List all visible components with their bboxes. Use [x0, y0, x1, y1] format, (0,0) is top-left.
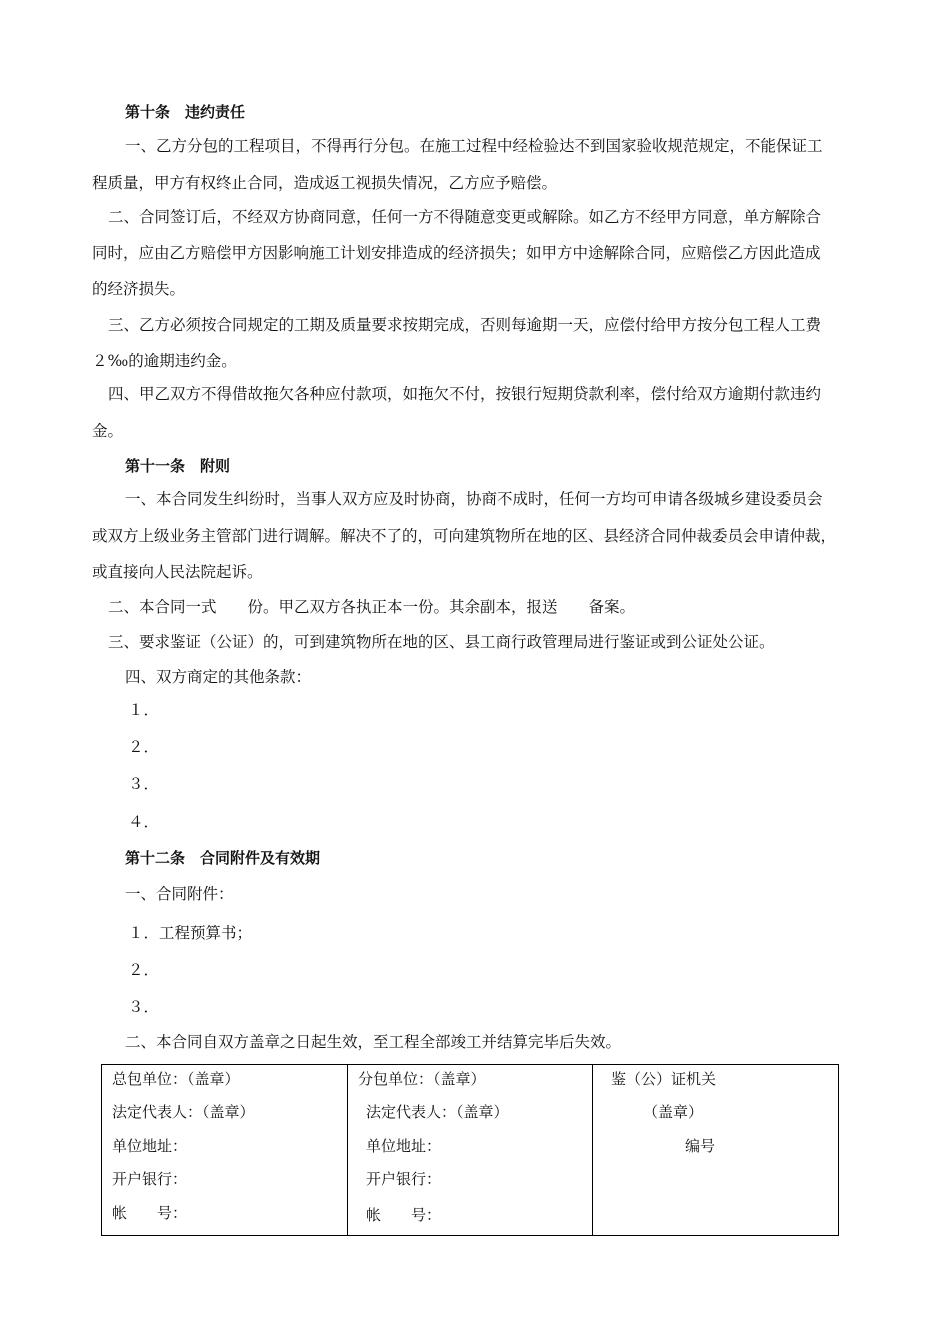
notary-column [592, 1065, 838, 1235]
sub-bank-label: 开户银行： [366, 1170, 442, 1188]
art10-p2-line3: 的经济损失。 [92, 280, 186, 298]
art10-p4-line1: 四、甲乙双方不得借故拖欠各种应付款项，如拖欠不付，按银行短期贷款利率，偿付给双方逾期付款违约 [108, 385, 822, 403]
art11-p1-line3: 或直接向人民法院起诉。 [92, 563, 263, 581]
art10-p1-line2: 程质量，甲方有权终止合同，造成返工视损失情况，乙方应予赔偿。 [92, 174, 558, 192]
subcontractor-column [347, 1065, 592, 1235]
art11-p1-line2: 或双方上级业务主管部门进行调解。解决不了的，可向建筑物所在地的区、县经济合同仲裁委员会申请仲裁， [92, 527, 837, 545]
article-10-title: 第十条 违约责任 [125, 103, 246, 121]
general-bank-label: 开户银行： [112, 1170, 188, 1188]
art11-item-4: ４． [128, 813, 160, 831]
general-legal-rep-label: 法定代表人：（盖章） [112, 1103, 255, 1121]
general-account-label: 帐 号： [112, 1204, 188, 1222]
art12-p1: 一、合同附件： [125, 885, 234, 903]
article-11-title: 第十一条 附则 [125, 457, 231, 475]
art12-item-3: ３． [128, 998, 160, 1016]
art11-p1-line1: 一、本合同发生纠纷时，当事人双方应及时协商，协商不成时，任何一方均可申请各级城乡建设委员会 [125, 490, 823, 508]
art10-p3-line1: 三、乙方必须按合同规定的工期及质量要求按期完成，否则每逾期一天，应偿付给甲方按分包工程人工费 [108, 316, 822, 334]
notary-seal-label: （盖章） [643, 1103, 704, 1121]
art12-item-2: ２． [128, 961, 160, 979]
art11-item-1: １． [128, 701, 160, 719]
art11-item-2: ２． [128, 738, 160, 756]
general-unit-label: 总包单位：（盖章） [112, 1070, 240, 1088]
art11-p2: 二、本合同一式 份。甲乙双方各执正本一份。其余副本，报送 备案。 [108, 598, 636, 616]
notary-office-label: 鉴（公）证机关 [611, 1070, 717, 1088]
art12-p2: 二、本合同自双方盖章之日起生效，至工程全部竣工并结算完毕后失效。 [125, 1033, 622, 1051]
art11-p4: 四、双方商定的其他条款： [125, 668, 312, 686]
sub-legal-rep-label: 法定代表人：（盖章） [366, 1103, 509, 1121]
notary-number-label: 编号 [685, 1137, 716, 1155]
general-contractor-column [102, 1065, 347, 1235]
article-12-title: 第十二条 合同附件及有效期 [125, 849, 321, 867]
art10-p2-line1: 二、合同签订后，不经双方协商同意，任何一方不得随意变更或解除。如乙方不经甲方同意，单方解除合 [108, 208, 822, 226]
signature-table [101, 1064, 839, 1236]
sub-account-label: 帐 号： [366, 1206, 442, 1224]
art11-item-3: ３． [128, 775, 160, 793]
sub-unit-label: 分包单位：（盖章） [358, 1070, 486, 1088]
art11-p3: 三、要求鉴证（公证）的，可到建筑物所在地的区、县工商行政管理局进行鉴证或到公证处公证。 [108, 633, 775, 651]
general-address-label: 单位地址： [112, 1137, 188, 1155]
art10-p3-line2: ２‰的逾期违约金。 [92, 352, 237, 370]
art10-p1-line1: 一、乙方分包的工程项目，不得再行分包。在施工过程中经检验达不到国家验收规范规定，不能保证工 [125, 137, 823, 155]
art12-item-1: １．工程预算书； [128, 924, 253, 942]
sub-address-label: 单位地址： [366, 1137, 442, 1155]
art10-p4-line2: 金。 [92, 422, 124, 440]
art10-p2-line2: 同时，应由乙方赔偿甲方因影响施工计划安排造成的经济损失；如甲方中途解除合同，应赔偿乙方因此造成 [92, 244, 821, 262]
